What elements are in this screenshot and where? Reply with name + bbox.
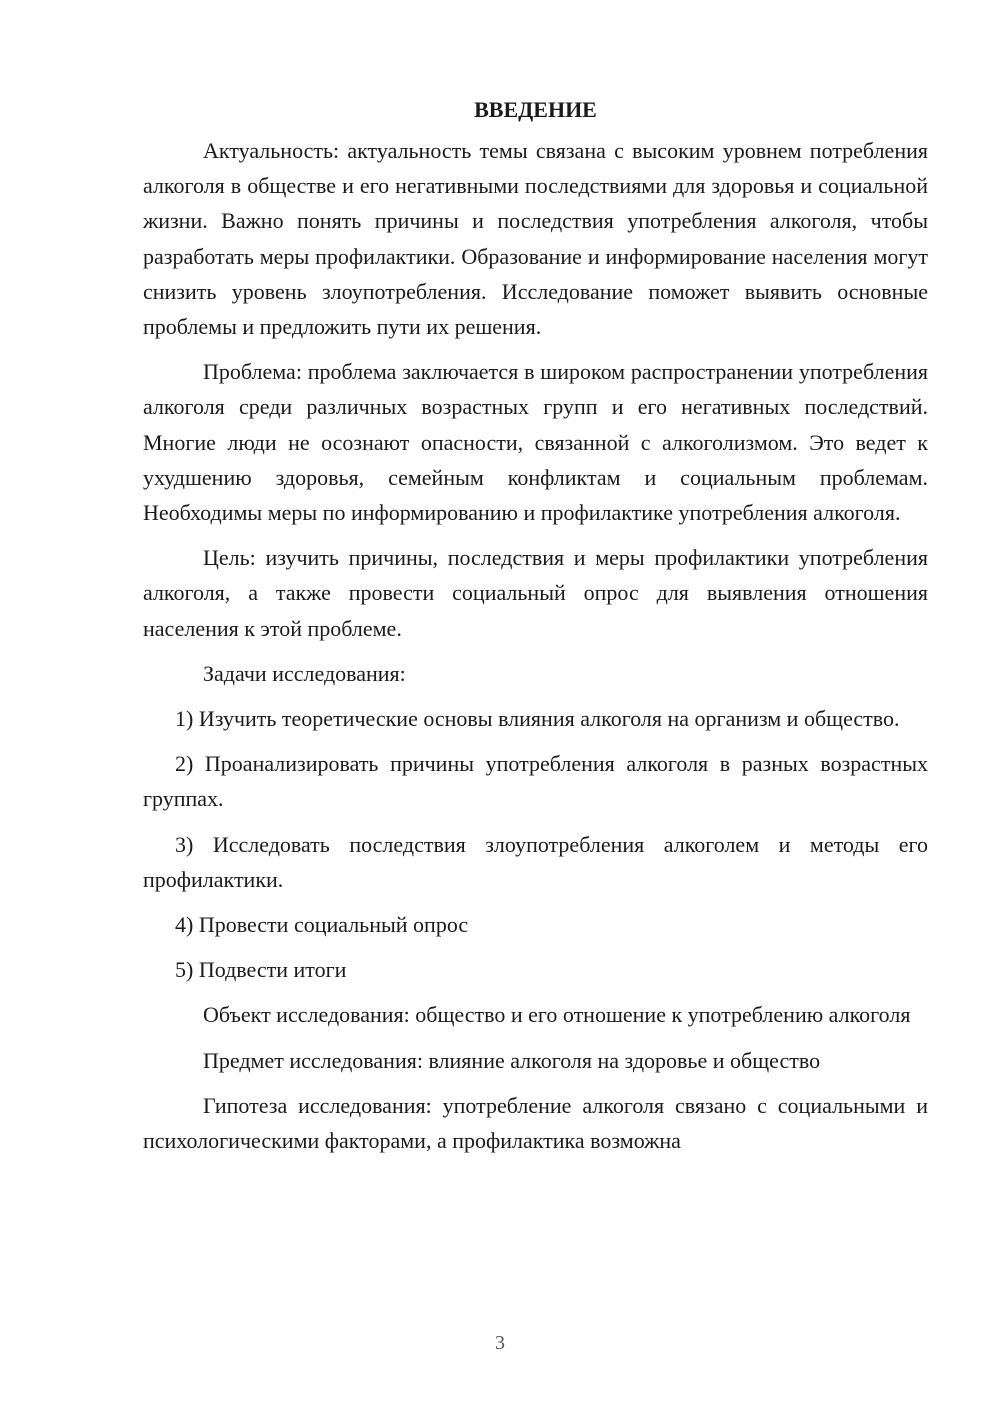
paragraph-subject: Предмет исследования: влияние алкоголя на здоровье и общество <box>203 1047 821 1073</box>
paragraph-goal: Цель: изучить причины, последствия и меры профилактики употребления алкоголя, а также провести социальный опрос для выявления отношения населения к этой проблеме. <box>143 545 928 641</box>
tasks-heading: Задачи исследования: <box>203 660 406 686</box>
page-number: 3 <box>495 1332 505 1354</box>
task-item-2: 2) Проанализировать причины употребления алкоголя в разных возрастных группах. <box>143 751 928 812</box>
task-item-4: 4) Провести социальный опрос <box>175 912 469 938</box>
paragraph-relevance: Актуальность: актуальность темы связана с высоким уровнем потребления алкоголя в обществе и его негативными последствиями для здоровья и социальной жизни. Важно понять причины и последствия употребления алкоголя, чтобы разработать меры профилактики. Образование и информирование населения могут снизить уровень злоупотребления. Исследование поможет выявить основные проблемы и предложить пути их решения. <box>143 138 928 340</box>
document-title: ВВЕДЕНИЕ <box>474 97 597 122</box>
document-page <box>143 92 928 1168</box>
task-item-3: 3) Исследовать последствия злоупотребления алкоголем и методы его профилактики. <box>143 831 928 892</box>
task-item-1: 1) Изучить теоретические основы влияния алкоголя на организм и общество. <box>175 706 900 732</box>
task-item-5: 5) Подвести итоги <box>175 957 347 983</box>
paragraph-hypothesis: Гипотеза исследования: употребление алкоголя связано с социальными и психологическими факторами, а профилактика возможна <box>143 1092 928 1154</box>
paragraph-object: Объект исследования: общество и его отношение к употреблению алкоголя <box>203 1002 911 1028</box>
paragraph-problem: Проблема: проблема заключается в широком распространении употребления алкоголя среди различных возрастных групп и его негативных последствий. Многие люди не осознают опасности, связанной с алкоголизмом. Это ведет к ухудшению здоровья, семейным конфликтам и социальным проблемам. Необходимы меры по информированию и профилактике употребления алкоголя. <box>143 359 928 526</box>
